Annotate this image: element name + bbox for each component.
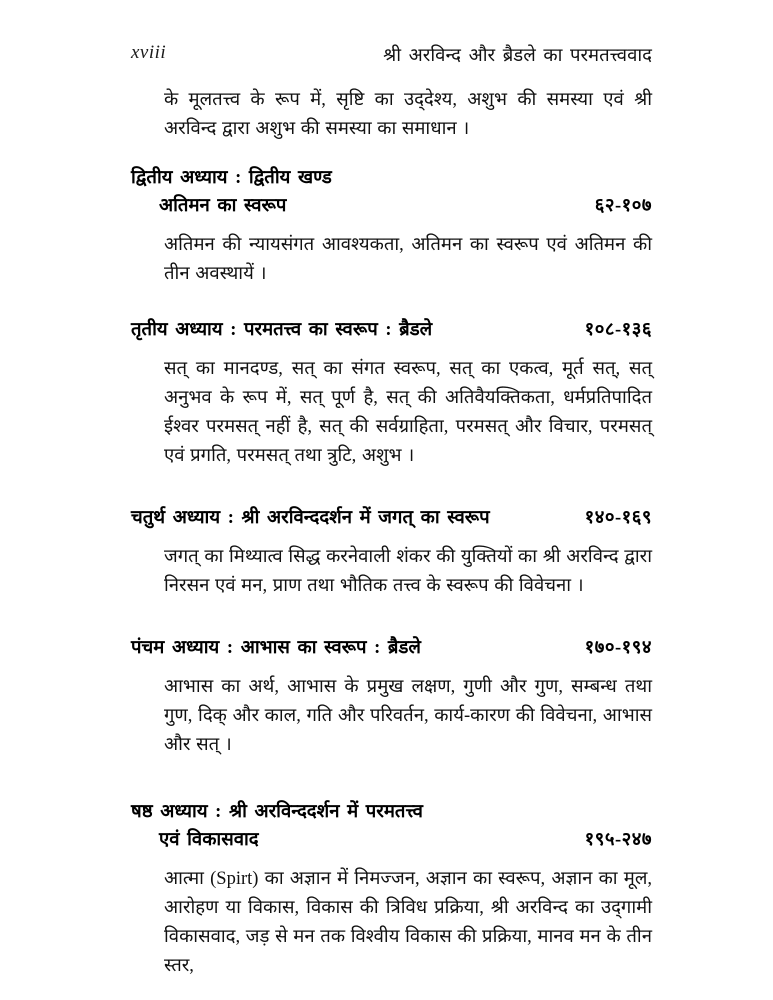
chapter-title: चतुर्थ अध्याय : श्री अरविन्ददर्शन में जगत् का स्वरूप — [131, 508, 490, 528]
running-head-title: श्री अरविन्द और ब्रैडले का परमतत्त्ववाद — [383, 46, 652, 66]
chapter-page-range: १७०-१९४ — [584, 638, 652, 658]
chapter-entry — [131, 504, 652, 601]
chapter-heading-line-1 — [131, 634, 652, 662]
chapter-page-range: १४०-१६९ — [584, 508, 652, 528]
chapter-heading-line-2 — [131, 826, 652, 854]
chapter-heading-line-1: द्वितीय अध्याय : द्वितीय खण्ड — [131, 168, 332, 188]
chapter-heading — [131, 316, 652, 344]
chapter-summary-block — [131, 673, 652, 760]
chapter-heading — [131, 798, 652, 854]
chapter-heading — [131, 164, 652, 220]
continued-paragraph: के मूलतत्त्व के रूप में, सृष्टि का उद्‌देश्य, अशुभ की समस्या एवं श्री अरविन्द द्वारा अशुभ की समस्या का समाधान । — [164, 90, 652, 139]
chapter-summary: सत् का मानदण्ड, सत् का संगत स्वरूप, सत् का एकत्व, मूर्त सत्, सत् अनुभव के रूप में, सत् पूर्ण है, सत् की अतिवैयक्तिकता, धर्मप्रतिपादित ईश्वर परमसत् नहीं है, सत् की सर्वग्राहिता, परमसत् और विचार, परमसत् एवं प्रगति, परमसत् तथा त्रुटि, अशुभ । — [164, 359, 652, 466]
chapter-heading — [131, 634, 652, 662]
spacer — [131, 471, 652, 484]
chapter-summary: जगत् का मिथ्यात्व सिद्ध करनेवाली शंकर की युक्तियों का श्री अरविन्द द्वारा निरसन एवं मन, प्राण तथा भौतिक तत्त्व के स्वरूप की विवेचना । — [164, 547, 652, 596]
chapter-summary-block — [131, 355, 652, 471]
chapter-page-range: ६२-१०७ — [594, 196, 652, 216]
chapter-entry — [131, 316, 652, 471]
page-folio-number: xviii — [131, 42, 167, 63]
chapter-summary: आत्मा (Spirt) का अज्ञान में निमज्जन, अज्ञान का स्वरूप, अज्ञान का मूल, आरोहण या विकास, विकास की त्रिविध प्रक्रिया, श्री अरविन्द का उद्‌गामी विकासवाद, जड़ से मन तक विश्वीय विकास की प्रक्रिया, मानव मन के तीन स्तर, — [164, 869, 652, 976]
page-body-column — [131, 86, 652, 981]
chapter-summary-block — [131, 231, 652, 289]
chapter-summary-block — [131, 865, 652, 981]
chapter-entry — [131, 798, 652, 981]
chapter-page-range: १०८-१३६ — [584, 320, 652, 340]
chapter-heading-line-1: षष्ठ अध्याय : श्री अरविन्ददर्शन में परमतत्त्व — [131, 802, 423, 822]
chapter-summary: आभास का अर्थ, आभास के प्रमुख लक्षण, गुणी और गुण, सम्बन्ध तथा गुण, दिक् और काल, गति और परिवर्तन, कार्य-कारण की विवेचना, आभास और सत् । — [164, 677, 652, 755]
chapter-heading-line-1 — [131, 504, 652, 532]
spacer — [131, 760, 652, 778]
chapter-subtitle: अतिमन का स्वरूप — [159, 196, 287, 216]
spacer — [131, 601, 652, 614]
chapter-entry — [131, 164, 652, 289]
chapter-subtitle: एवं विकासवाद — [159, 830, 259, 850]
chapter-title: पंचम अध्याय : आभास का स्वरूप : ब्रैडले — [131, 638, 421, 658]
spacer — [131, 289, 652, 296]
chapter-heading-line-1 — [131, 316, 652, 344]
chapter-heading-line-2 — [131, 192, 652, 220]
chapter-heading — [131, 504, 652, 532]
chapter-entry — [131, 634, 652, 760]
chapter-summary-block — [131, 543, 652, 601]
running-head — [0, 42, 773, 72]
chapter-title: तृतीय अध्याय : परमतत्त्व का स्वरूप : ब्रैडले — [131, 320, 433, 340]
chapter-summary: अतिमन की न्यायसंगत आवश्यकता, अतिमन का स्वरूप एवं अतिमन की तीन अवस्थायें । — [164, 235, 652, 284]
chapter-page-range: १९५-२४७ — [584, 830, 652, 850]
